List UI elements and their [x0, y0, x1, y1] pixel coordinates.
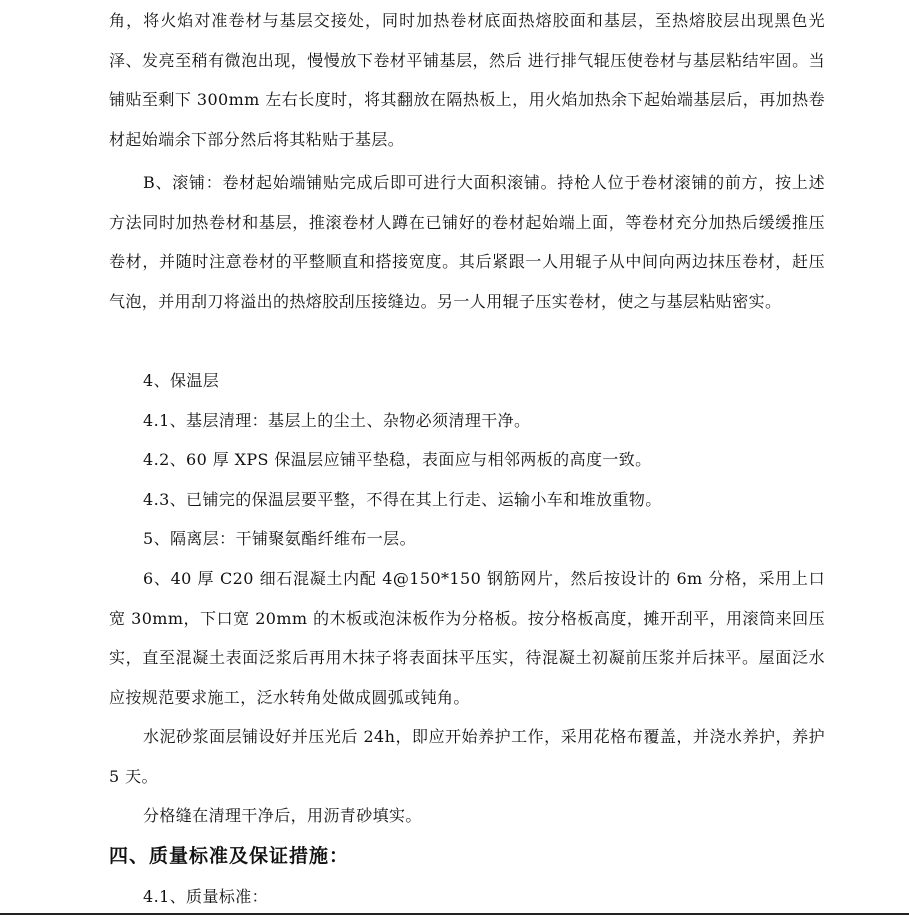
page-bottom-divider [0, 913, 909, 915]
paragraph-joint-filling: 分格缝在清理干净后，用沥青砂填实。 [143, 806, 422, 825]
paragraph-insulation-title: 4、保温层 [143, 371, 220, 390]
section-heading-quality: 四、质量标准及保证措施： [109, 845, 350, 867]
subheading-quality-standard: 4.1、质量标准： [143, 887, 269, 906]
paragraph-insulation-protection: 4.3、已铺完的保温层要平整，不得在其上行走、运输小车和堆放重物。 [143, 490, 662, 509]
paragraph-torch-heating: 角，将火焰对准卷材与基层交接处，同时加热卷材底面热熔胶面和基层，至热熔胶层出现黑色光泽、发亮至稍有微泡出现，慢慢放下卷材平铺基层，然后 进行排气辊压使卷材与基层粘结牢固。当铺贴至剩下 300mm 左右长度时，将其翻放在隔热板上，用火焰加热余下起始端基层后，再加热卷材起始端余下部分然后将其粘贴于基层。 [109, 11, 825, 149]
paragraph-isolation-layer: 5、隔离层：干铺聚氨酯纤维布一层。 [143, 529, 416, 548]
paragraph-concrete-layer: 6、40 厚 C20 细石混凝土内配 4@150*150 钢筋网片，然后按设计的 6m 分格，采用上口宽 30mm，下口宽 20mm 的木板或泡沫板作为分格板。按分格板高度，摊开刮平，用滚筒来回压实，直至混凝土表面泛浆后再用木抹子将表面抹平压实，待混凝土初凝前压浆并后抹平。屋面泛水应按规范要求施工，泛水转角处做成圆弧或钝角。 [109, 569, 825, 707]
paragraph-rolling-method: B、滚铺：卷材起始端铺贴完成后即可进行大面积滚铺。持枪人位于卷材滚铺的前方，按上述方法同时加热卷材和基层，推滚卷材人蹲在已铺好的卷材起始端上面，等卷材充分加热后缓缓推压卷材，并随时注意卷材的平整顺直和搭接宽度。其后紧跟一人用辊子从中间向两边抹压卷材，赶压气泡，并用刮刀将溢出的热熔胶刮压接缝边。另一人用辊子压实卷材，使之与基层粘贴密实。 [109, 173, 825, 311]
paragraph-base-cleaning: 4.1、基层清理：基层上的尘土、杂物必须清理干净。 [143, 411, 531, 430]
paragraph-curing: 水泥砂浆面层铺设好并压光后 24h，即应开始养护工作，采用花格布覆盖，并浇水养护，养护 5 天。 [109, 727, 825, 786]
paragraph-xps-insulation: 4.2、60 厚 XPS 保温层应铺平垫稳，表面应与相邻两板的高度一致。 [143, 450, 652, 469]
